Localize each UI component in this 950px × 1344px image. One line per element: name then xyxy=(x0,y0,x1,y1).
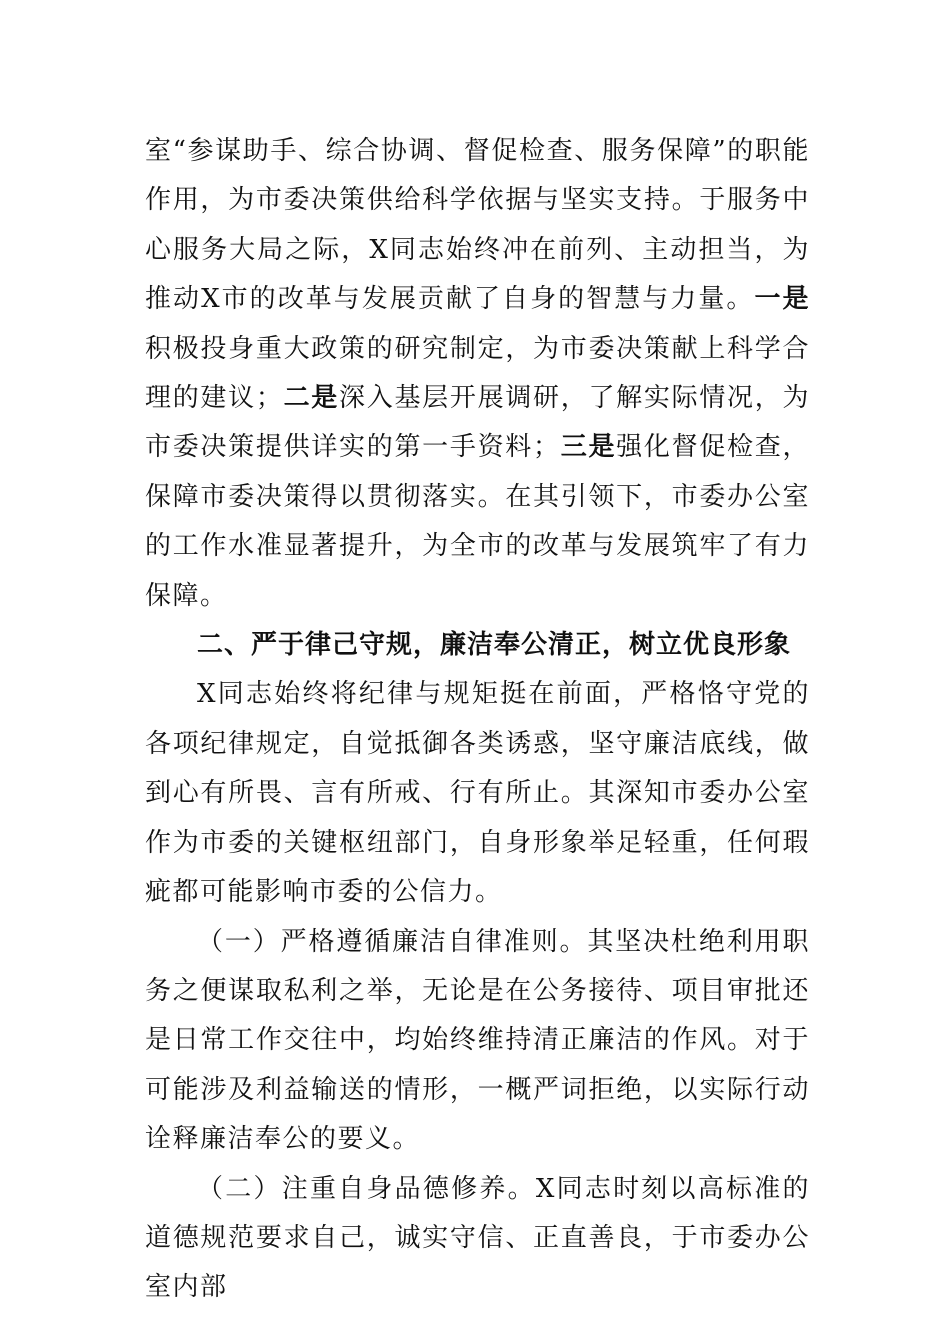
paragraph-morality: （二）注重自身品德修养。X同志时刻以高标准的道德规范要求自己，诚实守信、正直善良，于市委办公室内部 xyxy=(145,1173,810,1303)
point-one-text: 积极投身重大政策的研究制定，为市委决策献上科学合理的建议； xyxy=(145,333,810,414)
point-two-label: 二是 xyxy=(283,383,340,414)
paragraph-duties-text: 室“参谋助手、综合协调、督促检查、服务保障”的职能作用，为市委决策供给科学依据与坚实支持。于服务中心服务大局之际，X同志始终冲在前列、主动担当，为推动X市的改革与发展贡献了自身的智慧与力量。 xyxy=(145,136,810,315)
paragraph-duties xyxy=(145,127,810,621)
point-three-label: 三是 xyxy=(560,432,617,463)
section-heading-2: 二、严于律己守规，廉洁奉公清正，树立优良形象 xyxy=(197,630,792,661)
paragraph-integrity: （一）严格遵循廉洁自律准则。其坚决杜绝利用职务之便谋取私利之举，无论是在公务接待、项目审批还是日常工作交往中，均始终维持清正廉洁的作风。对于可能涉及利益输送的情形，一概严词拒绝，以实际行动诠释廉洁奉公的要义。 xyxy=(145,926,810,1155)
document-body xyxy=(145,127,810,1313)
paragraph-discipline: X同志始终将纪律与规矩挺在前面，严格恪守党的各项纪律规定，自觉抵御各类诱惑，坚守廉洁底线，做到心有所畏、言有所戒、行有所止。其深知市委办公室作为市委的关键枢纽部门，自身形象举足轻重，任何瑕疵都可能影响市委的公信力。 xyxy=(145,679,810,908)
point-two-text: 深入基层开展调研，了解实际情况，为市委决策提供详实的第一手资料； xyxy=(145,383,810,463)
point-one-label: 一是 xyxy=(754,284,810,315)
point-three-text: 强化督促检查，保障市委决策得以贯彻落实。在其引领下，市委办公室的工作水准显著提升，为全市的改革与发展筑牢了有力保障。 xyxy=(145,432,810,611)
